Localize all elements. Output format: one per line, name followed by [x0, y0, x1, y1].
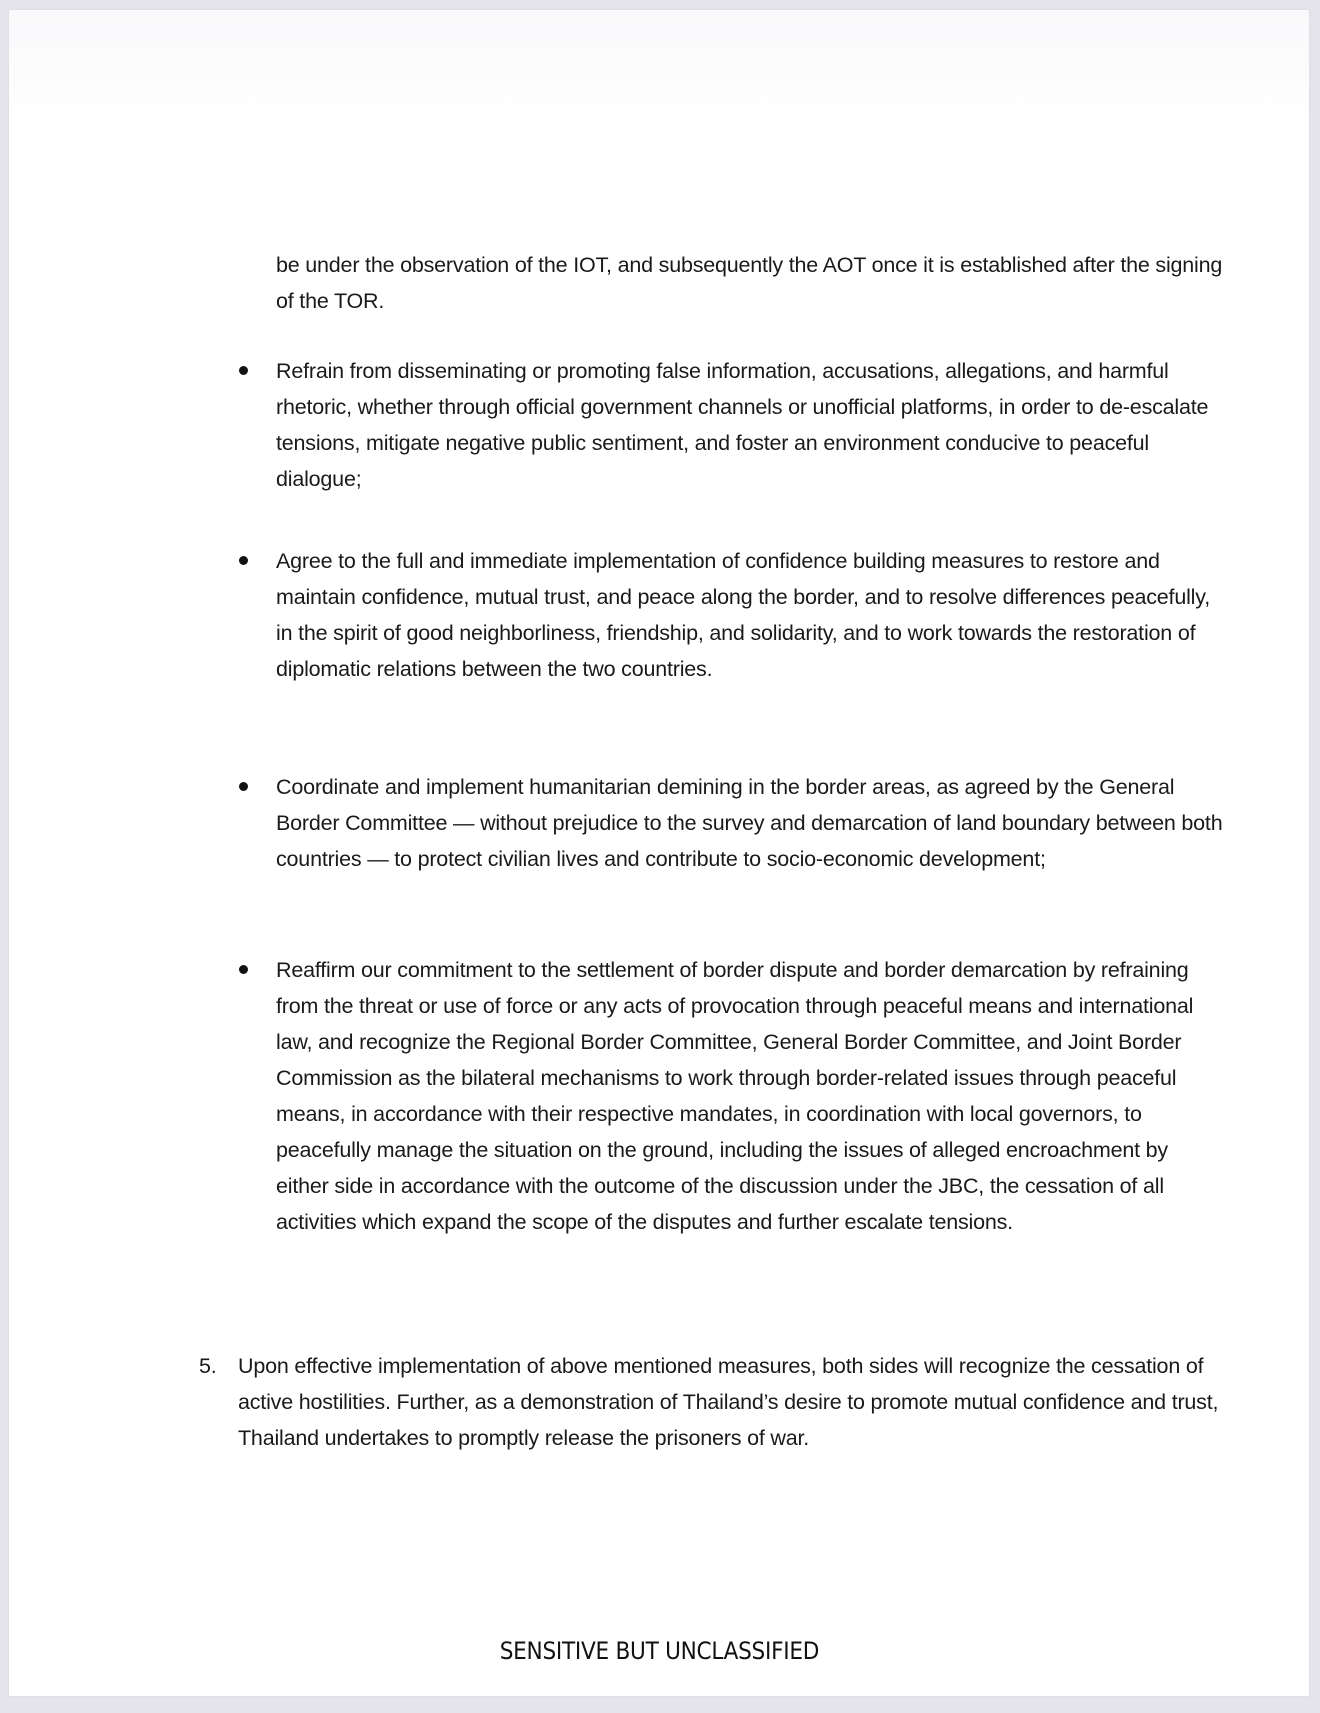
document-page	[9, 10, 1309, 1696]
page-top-shade	[9, 10, 1309, 120]
bullet-text: Agree to the full and immediate implementation of confidence building measures to restore and maintain confidence, mutual trust, and peace along the border, and to resolve differences peacefully, in the spirit of good neighborliness, friendship, and solidarity, and to work towards the restoration of diplomatic relations between the two countries.	[276, 549, 1210, 681]
numbered-item-text: Upon effective implementation of above mentioned measures, both sides will recognize the cessation of active hostilities. Further, as a demonstration of Thailand’s desire to promote mutual confidence and trust, Thailand undertakes to promptly release the prisoners of war.	[238, 1354, 1219, 1450]
bullet-text: Reaffirm our commitment to the settlement of border dispute and border demarcation by refraining from the threat or use of force or any acts of provocation through peaceful means and international law, and recognize the Regional Border Committee, General Border Committee, and Joint Border Commission as the bilateral mechanisms to work through border-related issues through peaceful means, in accordance with their respective mandates, in coordination with local governors, to peacefully manage the situation on the ground, including the issues of alleged encroachment by either side in accordance with the outcome of the discussion under the JBC, the cessation of all activities which expand the scope of the disputes and further escalate tensions.	[276, 958, 1194, 1234]
bullet-icon	[239, 366, 248, 375]
bullet-icon	[239, 556, 248, 565]
bullet-icon	[239, 782, 248, 791]
classification-footer	[9, 1636, 1309, 1666]
bullet-text: Refrain from disseminating or promoting false information, accusations, allegations, and harmful rhetoric, whether through official government channels or unofficial platforms, in order to de-escalate tensions, mitigate negative public sentiment, and foster an environment conducive to peaceful dialogue;	[276, 359, 1209, 491]
bullet-icon	[239, 965, 248, 974]
bullet-text: Coordinate and implement humanitarian demining in the border areas, as agreed by the General Border Committee — without prejudice to the survey and demarcation of land boundary between both countries — to protect civilian lives and contribute to socio-economic development;	[276, 775, 1223, 871]
continuation-paragraph: be under the observation of the IOT, and subsequently the AOT once it is established after the signing of the TOR.	[276, 253, 1223, 313]
item-number: 5.	[199, 1354, 217, 1378]
classification-label: SENSITIVE BUT UNCLASSIFIED	[499, 1637, 819, 1665]
